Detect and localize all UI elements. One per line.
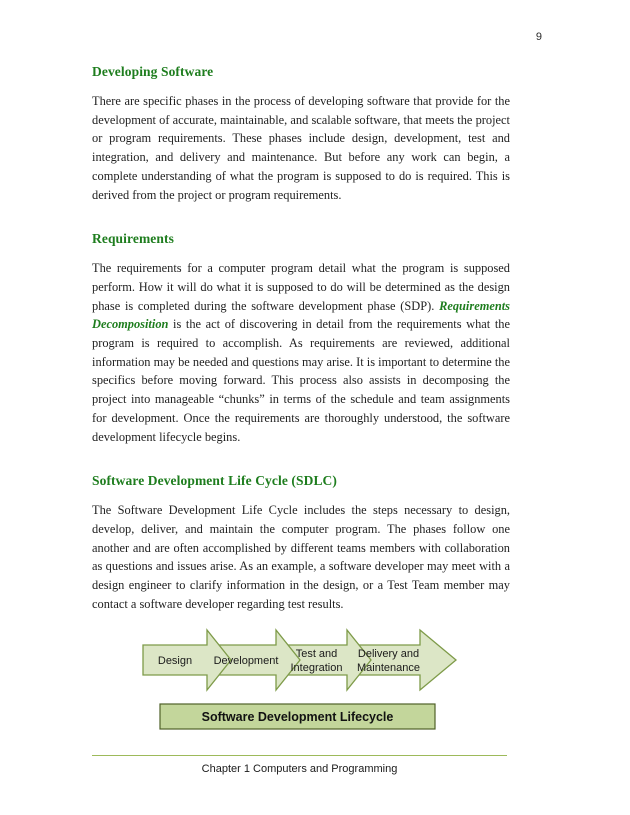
page-number: 9 (535, 31, 542, 43)
arrow-label-design: Design (157, 655, 193, 668)
requirements-decomposition-term: Requirements Decomposition (92, 298, 510, 332)
arrow-label-test-line2: Integration (290, 662, 343, 675)
sdlc-process-diagram (92, 623, 510, 735)
arrow-shape-delivery-maintenance (357, 630, 456, 690)
paragraph-sdlc: The Software Development Life Cycle includes the steps necessary to design, develop, deliver, and maintain the computer program. The phases follow one another and are often accomplished by different teams members with collaboration as questions and issues arise. As an example, a software developer may meet with a design engineer to clarify information in the design, or a Test Team member may contact a software developer regarding test results. (92, 503, 510, 611)
footer-chapter-title: Chapter 1 Computers and Programming (201, 763, 398, 775)
arrow-label-test-line1: Test and (295, 648, 338, 661)
requirements-text-after: is the act of discovering in detail from the requirements what the program is required to accomplish. As requirements are reviewed, additional information may be needed and questions may arise. It is important to determine the specifics before moving forward. This process also assists in decomposing the project into manageable “chunks” in terms of the schedule and team assignments for development. Once the requirements are thoroughly understood, the software development lifecycle begins. (92, 317, 510, 444)
paragraph-requirements (92, 259, 510, 446)
heading-developing-software: Developing Software (92, 64, 214, 79)
arrow-label-development: Development (213, 655, 279, 668)
heading-sdlc: Software Development Life Cycle (SDLC) (92, 473, 338, 489)
arrow-label-delivery-line2: Maintenance (357, 662, 420, 675)
paragraph-developing-software: There are specific phases in the process of developing software that provide for the development of accurate, maintainable, and scalable software, that meets the project or program requirements. These phases include design, development, test and integration, and delivery and maintenance. But before any work can begin, a complete understanding of what the program is supposed to do is required. This is derived from the project or program requirements. (92, 94, 510, 202)
arrow-label-delivery-line1: Delivery and (357, 648, 420, 661)
requirements-text-before: The requirements for a computer program detail what the program is supposed perform. How it will do what it is supposed to do will be determined as the design phase is completed during the software development phase (SDP). (92, 261, 510, 313)
lifecycle-box-label: Software Development Lifecycle (201, 710, 394, 725)
heading-requirements: Requirements (92, 231, 174, 247)
page-footer (92, 755, 507, 775)
